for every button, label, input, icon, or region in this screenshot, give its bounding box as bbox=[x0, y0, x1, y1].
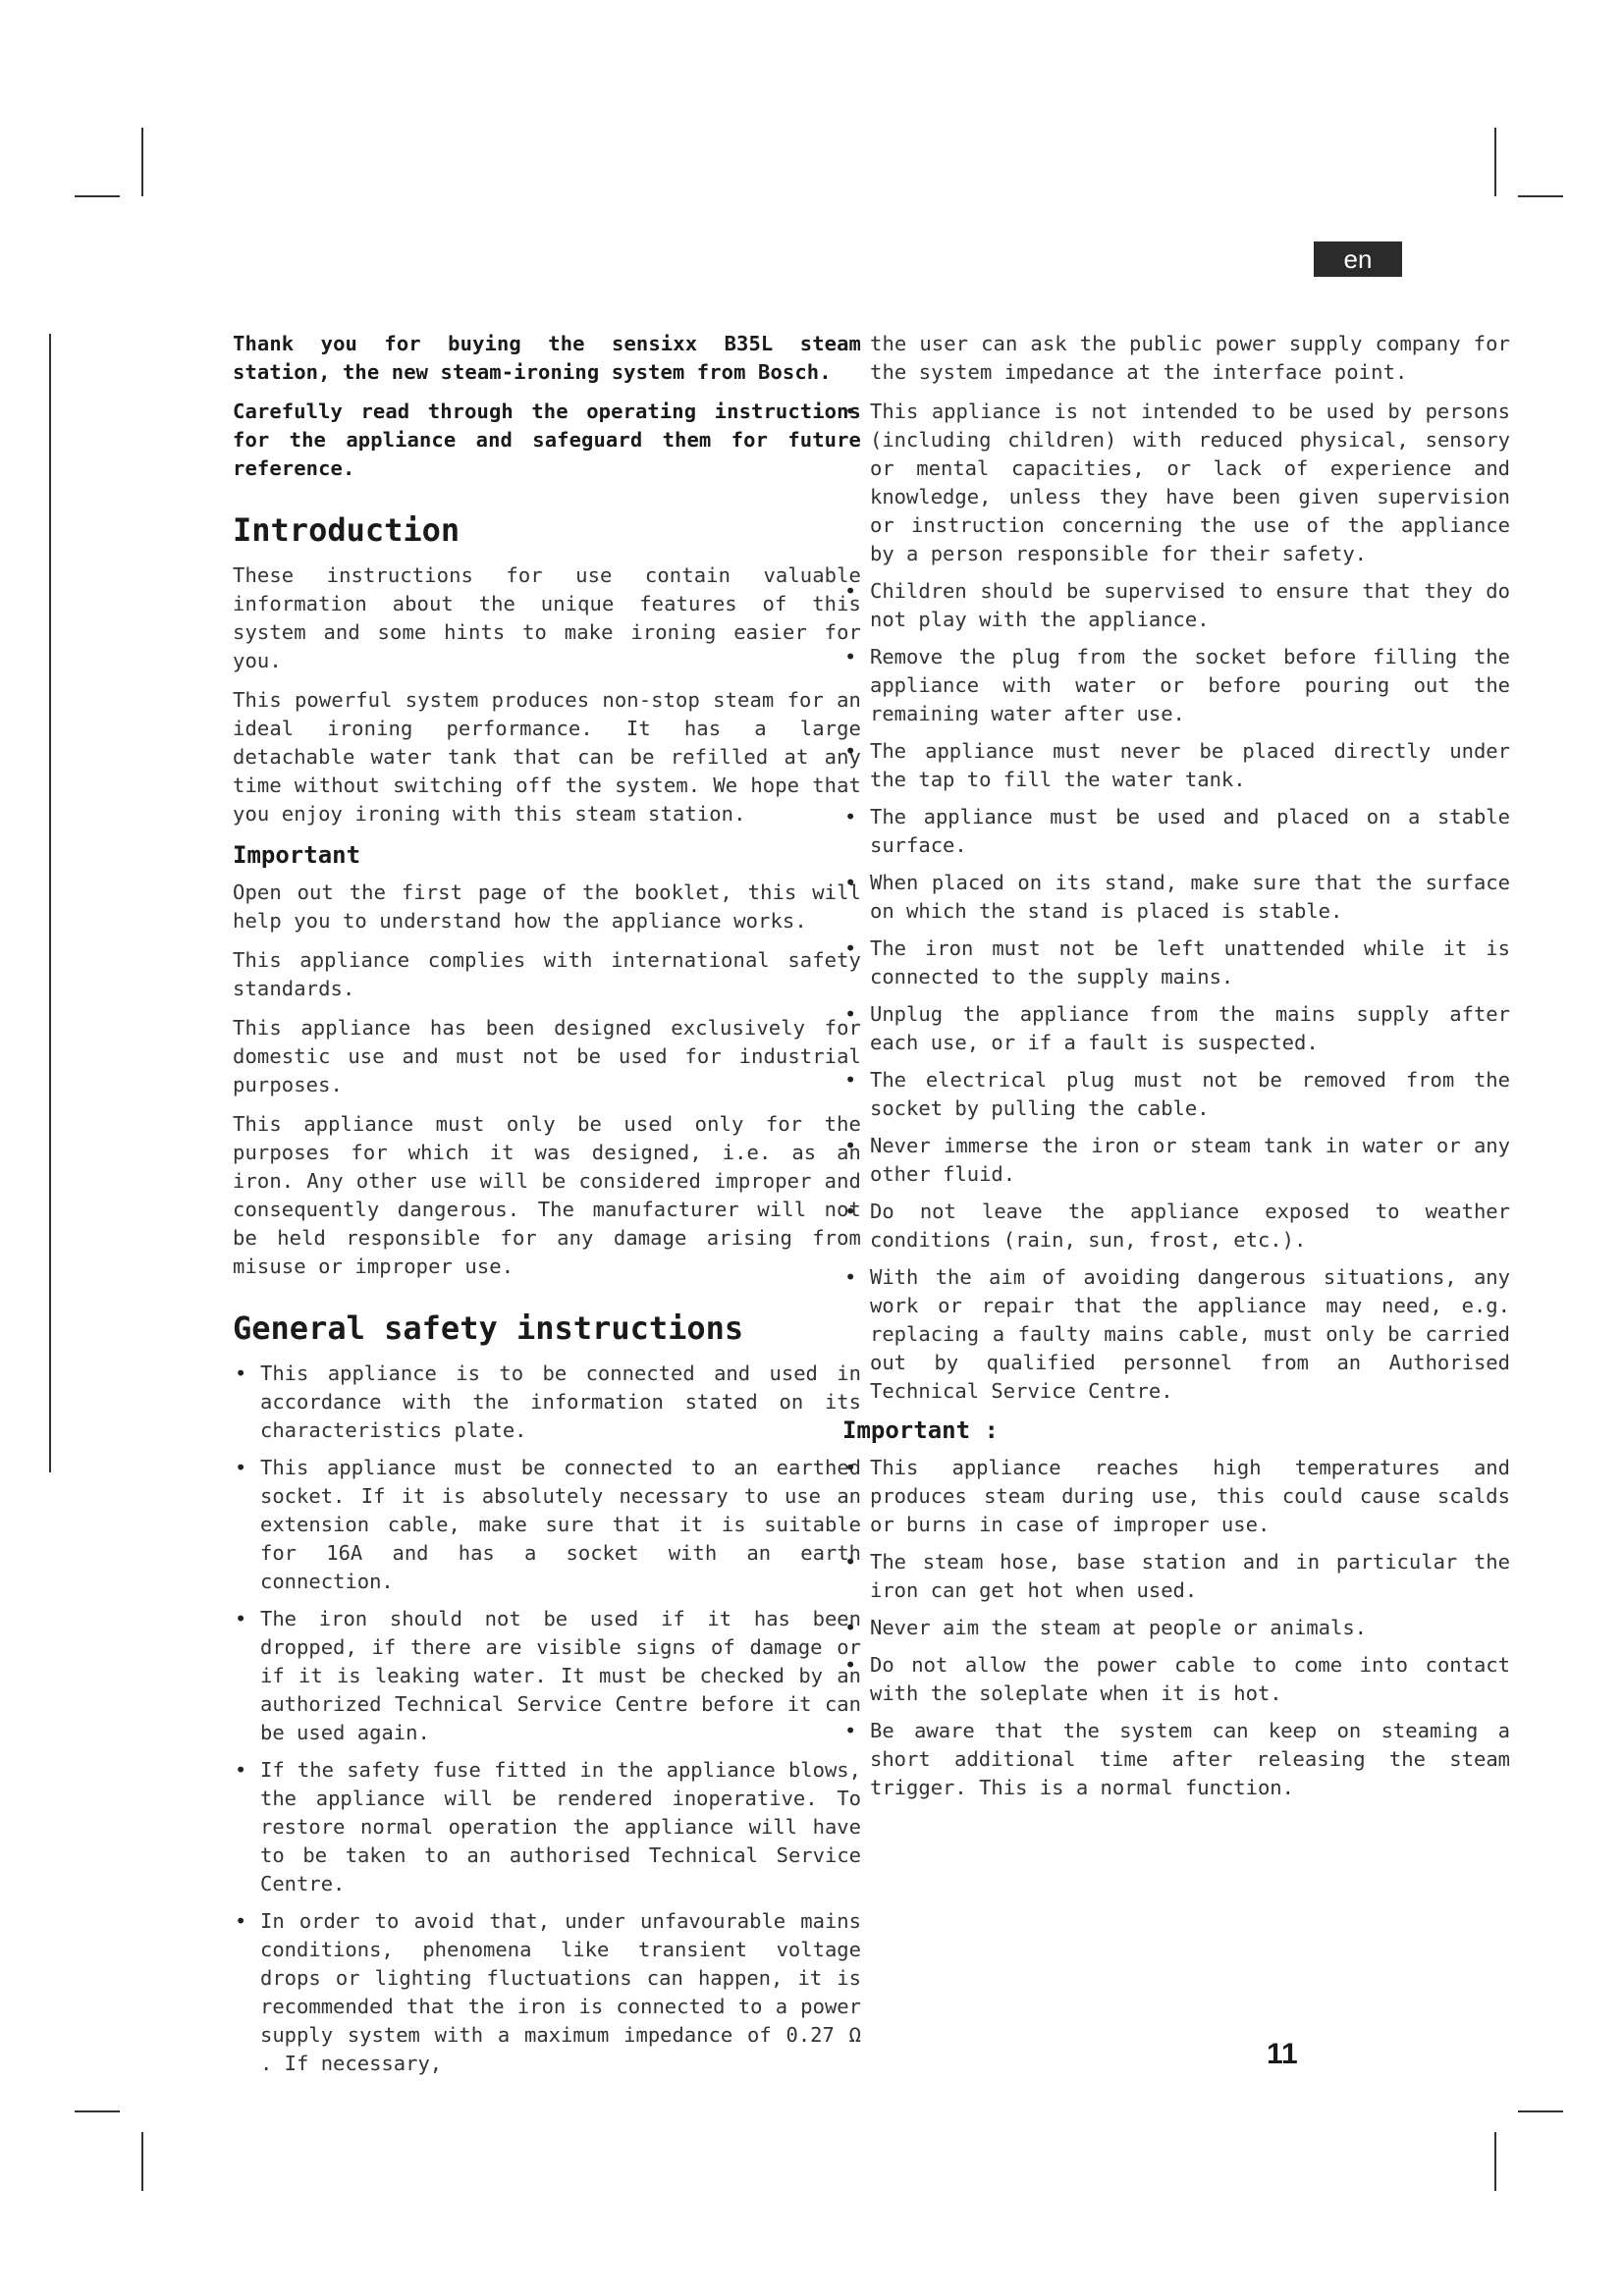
page-number: 11 bbox=[1267, 2038, 1298, 2070]
list-item: • The iron must not be left unattended while it is connected to the supply mains. bbox=[842, 934, 1510, 991]
important-heading: Important bbox=[233, 841, 361, 869]
important-paragraph: This appliance has been designed exclusively for domestic use and must not be used for industrial purposes. bbox=[233, 1016, 861, 1096]
safety-list bbox=[233, 1360, 861, 2078]
list-item: • Remove the plug from the socket before filling the appliance with water or before pouring out the remaining water after use. bbox=[842, 643, 1510, 728]
crop-mark bbox=[1494, 128, 1496, 196]
continuation-text: the user can ask the public power supply company for the system impedance at the interface point. bbox=[870, 332, 1510, 384]
list-item: • Children should be supervised to ensure that they do not play with the appliance. bbox=[842, 577, 1510, 634]
introduction-paragraph: This powerful system produces non-stop steam for an ideal ironing performance. It has a large detachable water tank that can be refilled at any time without switching off the system. We hope that you enjoy ironing with this steam station. bbox=[233, 688, 861, 826]
important-warning-list bbox=[842, 1454, 1510, 1802]
introduction-heading: Introduction bbox=[233, 511, 460, 549]
list-item: • The electrical plug must not be removed from the socket by pulling the cable. bbox=[842, 1066, 1510, 1123]
list-item: • This appliance is not intended to be used by persons (including children) with reduced physical, sensory or mental capacities, or lack of experience and knowledge, unless they have been given supervision or instruction concerning the use of the appliance by a person responsible for their safety. bbox=[842, 398, 1510, 568]
list-item: • The appliance must never be placed directly under the tap to fill the water tank. bbox=[842, 737, 1510, 794]
important-paragraph: This appliance must only be used only for the purposes for which it was designed, i.e. as an iron. Any other use will be considered improper and consequently dangerous. The manufacturer will not be held responsible for any damage arising from misuse or improper use. bbox=[233, 1112, 861, 1278]
list-item: • Do not allow the power cable to come into contact with the soleplate when it is hot. bbox=[842, 1651, 1510, 1708]
list-item: • This appliance is to be connected and used in accordance with the information stated on its characteristics plate. bbox=[233, 1360, 861, 1445]
crop-mark bbox=[1518, 195, 1563, 197]
crop-mark bbox=[141, 2132, 143, 2191]
list-item: • Never aim the steam at people or animals. bbox=[842, 1614, 1510, 1642]
list-item: • The appliance must be used and placed on a stable surface. bbox=[842, 803, 1510, 860]
list-item: • When placed on its stand, make sure that the surface on which the stand is placed is stable. bbox=[842, 869, 1510, 926]
list-item: • Be aware that the system can keep on steaming a short additional time after releasing the steam trigger. This is a normal function. bbox=[842, 1717, 1510, 1802]
safety-list-continued bbox=[842, 398, 1510, 1406]
list-item: • Never immerse the iron or steam tank in water or any other fluid. bbox=[842, 1132, 1510, 1189]
list-item: • If the safety fuse fitted in the appliance blows, the appliance will be rendered inoperative. To restore normal operation the appliance will have to be taken to an authorised Technical Service Centre. bbox=[233, 1756, 861, 1898]
intro-thanks: Thank you for buying the sensixx B35L steam station, the new steam-ironing system from Bosch. bbox=[233, 332, 861, 384]
list-item: • Unplug the appliance from the mains supply after each use, or if a fault is suspected. bbox=[842, 1000, 1510, 1057]
crop-mark bbox=[1518, 2110, 1563, 2112]
important-paragraph: Open out the first page of the booklet, this will help you to understand how the appliance works. bbox=[233, 881, 861, 933]
safety-heading: General safety instructions bbox=[233, 1309, 744, 1347]
list-item: • Do not leave the appliance exposed to weather conditions (rain, sun, frost, etc.). bbox=[842, 1198, 1510, 1255]
list-item: • In order to avoid that, under unfavourable mains conditions, phenomena like transient voltage drops or lighting fluctuations can happen, it is recommended that the iron is connected to a power supply system with a maximum impedance of 0.27 Ω . If necessary, bbox=[233, 1907, 861, 2078]
list-item: • This appliance must be connected to an earthed socket. If it is absolutely necessary to use an extension cable, make sure that it is suitable for 16A and has a socket with an earth connection. bbox=[233, 1454, 861, 1596]
left-column bbox=[233, 330, 861, 2087]
list-item: • This appliance reaches high temperatures and produces steam during use, this could cause scalds or burns in case of improper use. bbox=[842, 1454, 1510, 1539]
crop-mark bbox=[141, 128, 143, 196]
crop-mark bbox=[75, 2110, 120, 2112]
right-column bbox=[842, 330, 1510, 1811]
crop-mark bbox=[75, 195, 120, 197]
intro-read-instructions: Carefully read through the operating instructions for the appliance and safeguard them for future reference. bbox=[233, 400, 861, 480]
language-badge: en bbox=[1314, 241, 1402, 277]
list-item: • The steam hose, base station and in particular the iron can get hot when used. bbox=[842, 1548, 1510, 1605]
important-paragraph: This appliance complies with international safety standards. bbox=[233, 948, 861, 1000]
list-item: • The iron should not be used if it has been dropped, if there are visible signs of damage or if it is leaking water. It must be checked by an authorized Technical Service Centre before it can be used again. bbox=[233, 1605, 861, 1747]
crop-mark bbox=[1494, 2132, 1496, 2191]
important-warning-heading: Important : bbox=[842, 1416, 999, 1444]
margin-line bbox=[49, 334, 51, 1472]
list-item: • With the aim of avoiding dangerous situations, any work or repair that the appliance may need, e.g. replacing a faulty mains cable, must only be carried out by qualified personnel from an Authorised Technical Service Centre. bbox=[842, 1263, 1510, 1406]
introduction-paragraph: These instructions for use contain valuable information about the unique features of this system and some hints to make ironing easier for you. bbox=[233, 563, 861, 672]
